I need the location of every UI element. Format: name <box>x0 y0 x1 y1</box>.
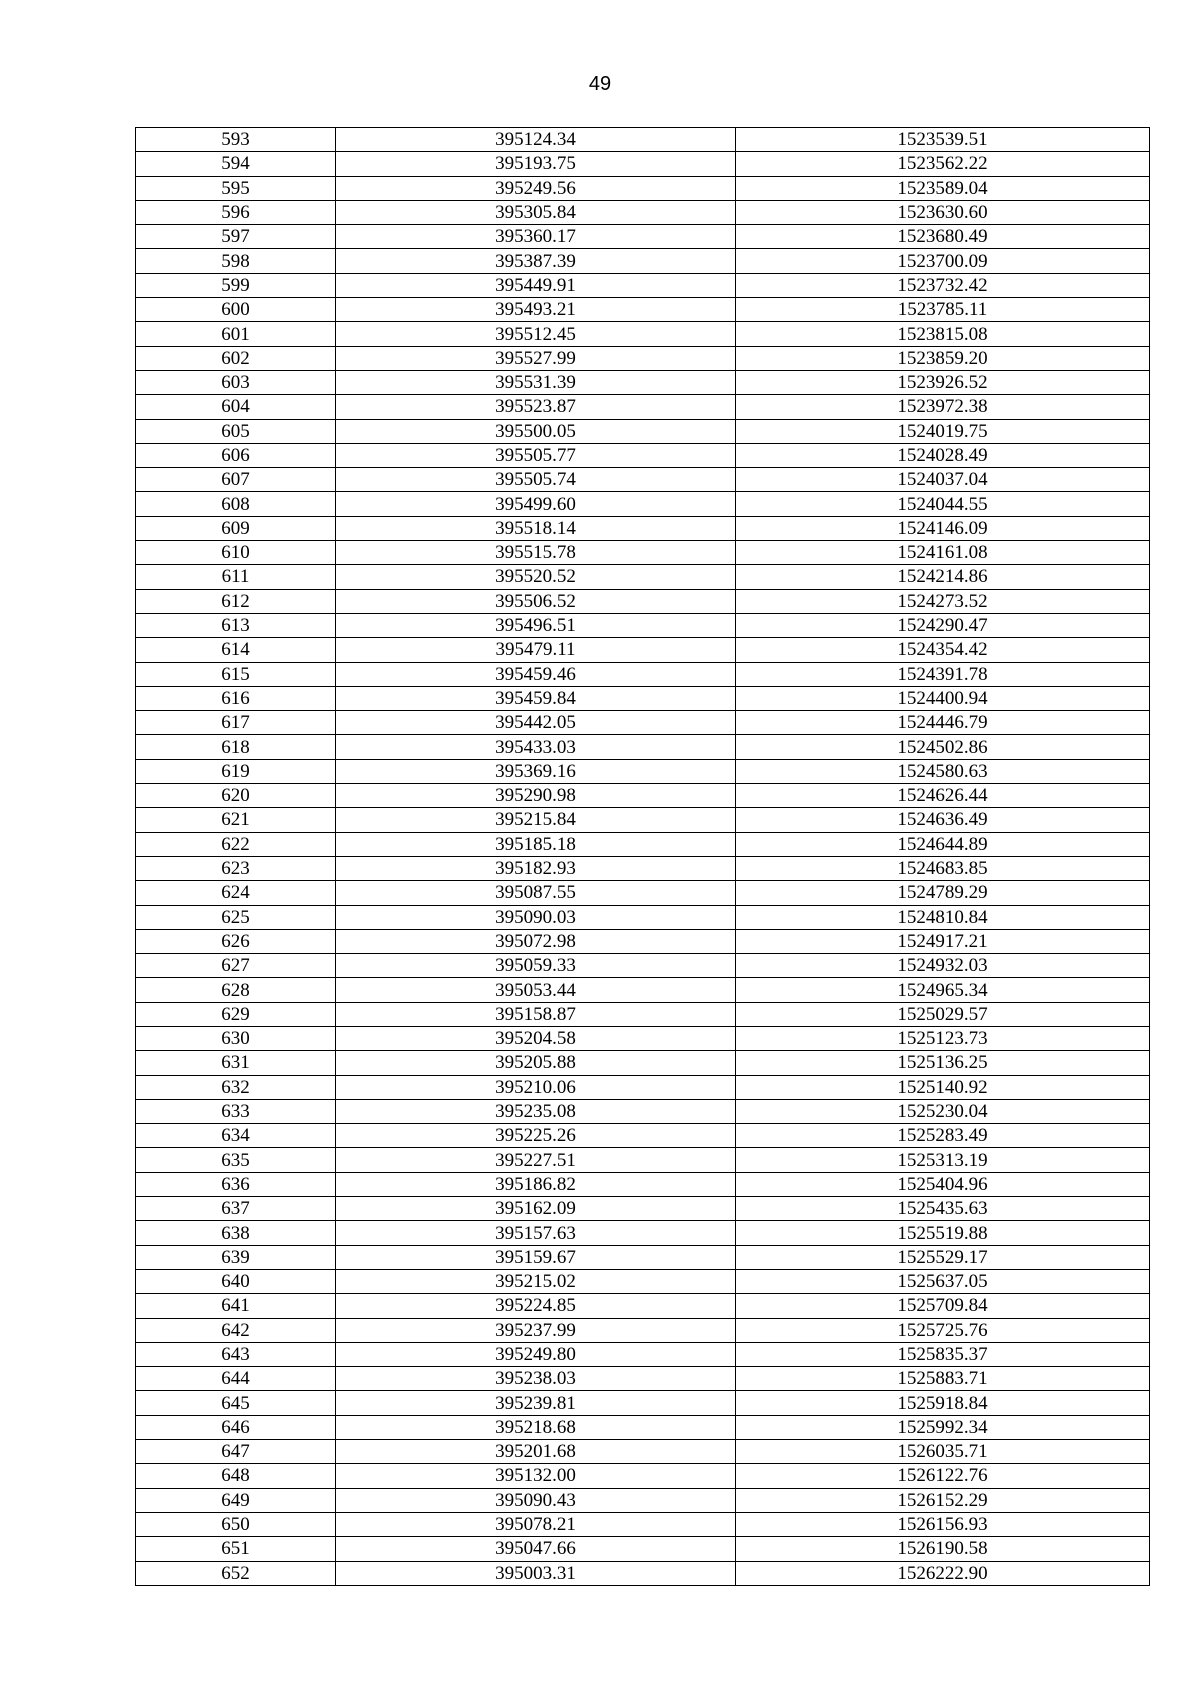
y-coordinate-cell: 1526122.76 <box>736 1464 1150 1488</box>
point-number-cell: 641 <box>136 1294 336 1318</box>
table-row <box>136 808 1150 832</box>
x-coordinate-cell: 395204.58 <box>336 1026 736 1050</box>
point-number-cell: 638 <box>136 1221 336 1245</box>
table-row <box>136 856 1150 880</box>
y-coordinate-cell: 1525835.37 <box>736 1342 1150 1366</box>
point-number-cell: 630 <box>136 1026 336 1050</box>
x-coordinate-cell: 395090.43 <box>336 1488 736 1512</box>
y-coordinate-cell: 1525123.73 <box>736 1026 1150 1050</box>
table-row <box>136 1391 1150 1415</box>
x-coordinate-cell: 395239.81 <box>336 1391 736 1415</box>
x-coordinate-cell: 395290.98 <box>336 784 736 808</box>
x-coordinate-cell: 395237.99 <box>336 1318 736 1342</box>
point-number-cell: 607 <box>136 468 336 492</box>
table-row <box>136 662 1150 686</box>
y-coordinate-cell: 1524391.78 <box>736 662 1150 686</box>
y-coordinate-cell: 1525140.92 <box>736 1075 1150 1099</box>
x-coordinate-cell: 395210.06 <box>336 1075 736 1099</box>
point-number-cell: 595 <box>136 176 336 200</box>
y-coordinate-cell: 1525029.57 <box>736 1002 1150 1026</box>
table-row <box>136 1415 1150 1439</box>
table-row <box>136 1512 1150 1536</box>
x-coordinate-cell: 395205.88 <box>336 1051 736 1075</box>
point-number-cell: 603 <box>136 370 336 394</box>
y-coordinate-cell: 1524917.21 <box>736 929 1150 953</box>
y-coordinate-cell: 1524683.85 <box>736 856 1150 880</box>
point-number-cell: 623 <box>136 856 336 880</box>
table-row <box>136 346 1150 370</box>
table-row <box>136 370 1150 394</box>
table-row <box>136 1367 1150 1391</box>
y-coordinate-cell: 1524354.42 <box>736 638 1150 662</box>
y-coordinate-cell: 1525992.34 <box>736 1415 1150 1439</box>
point-number-cell: 599 <box>136 273 336 297</box>
y-coordinate-cell: 1524028.49 <box>736 443 1150 467</box>
point-number-cell: 600 <box>136 298 336 322</box>
point-number-cell: 605 <box>136 419 336 443</box>
table-row <box>136 1172 1150 1196</box>
table-row <box>136 1318 1150 1342</box>
table-row <box>136 443 1150 467</box>
x-coordinate-cell: 395047.66 <box>336 1537 736 1561</box>
x-coordinate-cell: 395162.09 <box>336 1197 736 1221</box>
y-coordinate-cell: 1524965.34 <box>736 978 1150 1002</box>
y-coordinate-cell: 1526035.71 <box>736 1440 1150 1464</box>
table-row <box>136 322 1150 346</box>
y-coordinate-cell: 1523539.51 <box>736 128 1150 152</box>
table-row <box>136 1099 1150 1123</box>
x-coordinate-cell: 395512.45 <box>336 322 736 346</box>
y-coordinate-cell: 1524214.86 <box>736 565 1150 589</box>
y-coordinate-cell: 1525883.71 <box>736 1367 1150 1391</box>
table-row <box>136 468 1150 492</box>
table-row <box>136 1561 1150 1585</box>
point-number-cell: 594 <box>136 152 336 176</box>
point-number-cell: 631 <box>136 1051 336 1075</box>
x-coordinate-cell: 395193.75 <box>336 152 736 176</box>
x-coordinate-cell: 395493.21 <box>336 298 736 322</box>
point-number-cell: 647 <box>136 1440 336 1464</box>
table-row <box>136 1342 1150 1366</box>
point-number-cell: 625 <box>136 905 336 929</box>
x-coordinate-cell: 395132.00 <box>336 1464 736 1488</box>
y-coordinate-cell: 1523926.52 <box>736 370 1150 394</box>
table-row <box>136 273 1150 297</box>
x-coordinate-cell: 395506.52 <box>336 589 736 613</box>
y-coordinate-cell: 1526152.29 <box>736 1488 1150 1512</box>
table-row <box>136 225 1150 249</box>
x-coordinate-cell: 395201.68 <box>336 1440 736 1464</box>
table-row <box>136 784 1150 808</box>
x-coordinate-cell: 395500.05 <box>336 419 736 443</box>
y-coordinate-cell: 1523680.49 <box>736 225 1150 249</box>
y-coordinate-cell: 1525230.04 <box>736 1099 1150 1123</box>
y-coordinate-cell: 1523732.42 <box>736 273 1150 297</box>
point-number-cell: 613 <box>136 613 336 637</box>
y-coordinate-cell: 1524626.44 <box>736 784 1150 808</box>
table-row <box>136 492 1150 516</box>
x-coordinate-cell: 395053.44 <box>336 978 736 1002</box>
y-coordinate-cell: 1523815.08 <box>736 322 1150 346</box>
x-coordinate-cell: 395527.99 <box>336 346 736 370</box>
point-number-cell: 598 <box>136 249 336 273</box>
x-coordinate-cell: 395227.51 <box>336 1148 736 1172</box>
y-coordinate-cell: 1526156.93 <box>736 1512 1150 1536</box>
point-number-cell: 634 <box>136 1124 336 1148</box>
x-coordinate-cell: 395159.67 <box>336 1245 736 1269</box>
x-coordinate-cell: 395090.03 <box>336 905 736 929</box>
y-coordinate-cell: 1524290.47 <box>736 613 1150 637</box>
table-row <box>136 711 1150 735</box>
x-coordinate-cell: 395124.34 <box>336 128 736 152</box>
y-coordinate-cell: 1525709.84 <box>736 1294 1150 1318</box>
table-row <box>136 929 1150 953</box>
table-row <box>136 686 1150 710</box>
x-coordinate-cell: 395182.93 <box>336 856 736 880</box>
table-row <box>136 613 1150 637</box>
x-coordinate-cell: 395224.85 <box>336 1294 736 1318</box>
point-number-cell: 643 <box>136 1342 336 1366</box>
x-coordinate-cell: 395072.98 <box>336 929 736 953</box>
x-coordinate-cell: 395225.26 <box>336 1124 736 1148</box>
point-number-cell: 652 <box>136 1561 336 1585</box>
y-coordinate-cell: 1524044.55 <box>736 492 1150 516</box>
point-number-cell: 624 <box>136 881 336 905</box>
page-number: 49 <box>588 73 612 95</box>
x-coordinate-cell: 395249.80 <box>336 1342 736 1366</box>
point-number-cell: 622 <box>136 832 336 856</box>
table-row <box>136 1002 1150 1026</box>
point-number-cell: 651 <box>136 1537 336 1561</box>
x-coordinate-cell: 395215.02 <box>336 1269 736 1293</box>
point-number-cell: 618 <box>136 735 336 759</box>
point-number-cell: 604 <box>136 395 336 419</box>
point-number-cell: 609 <box>136 516 336 540</box>
x-coordinate-cell: 395235.08 <box>336 1099 736 1123</box>
x-coordinate-cell: 395531.39 <box>336 370 736 394</box>
y-coordinate-cell: 1524810.84 <box>736 905 1150 929</box>
point-number-cell: 627 <box>136 954 336 978</box>
table-row <box>136 176 1150 200</box>
table-row <box>136 1221 1150 1245</box>
x-coordinate-cell: 395523.87 <box>336 395 736 419</box>
table-row <box>136 541 1150 565</box>
x-coordinate-cell: 395186.82 <box>336 1172 736 1196</box>
table-row <box>136 1197 1150 1221</box>
y-coordinate-cell: 1525918.84 <box>736 1391 1150 1415</box>
point-number-cell: 637 <box>136 1197 336 1221</box>
x-coordinate-cell: 395479.11 <box>336 638 736 662</box>
y-coordinate-cell: 1524037.04 <box>736 468 1150 492</box>
table-row <box>136 249 1150 273</box>
point-number-cell: 608 <box>136 492 336 516</box>
x-coordinate-cell: 395459.84 <box>336 686 736 710</box>
point-number-cell: 642 <box>136 1318 336 1342</box>
y-coordinate-cell: 1524636.49 <box>736 808 1150 832</box>
x-coordinate-cell: 395215.84 <box>336 808 736 832</box>
point-number-cell: 644 <box>136 1367 336 1391</box>
point-number-cell: 619 <box>136 759 336 783</box>
y-coordinate-cell: 1524161.08 <box>736 541 1150 565</box>
x-coordinate-cell: 395087.55 <box>336 881 736 905</box>
y-coordinate-cell: 1525404.96 <box>736 1172 1150 1196</box>
y-coordinate-cell: 1523972.38 <box>736 395 1150 419</box>
y-coordinate-cell: 1524580.63 <box>736 759 1150 783</box>
point-number-cell: 596 <box>136 200 336 224</box>
x-coordinate-cell: 395505.74 <box>336 468 736 492</box>
x-coordinate-cell: 395459.46 <box>336 662 736 686</box>
x-coordinate-cell: 395515.78 <box>336 541 736 565</box>
point-number-cell: 628 <box>136 978 336 1002</box>
point-number-cell: 601 <box>136 322 336 346</box>
y-coordinate-cell: 1524146.09 <box>736 516 1150 540</box>
table-row <box>136 589 1150 613</box>
coordinates-table <box>135 127 1150 1586</box>
table-row <box>136 1269 1150 1293</box>
x-coordinate-cell: 395249.56 <box>336 176 736 200</box>
y-coordinate-cell: 1524502.86 <box>736 735 1150 759</box>
y-coordinate-cell: 1525283.49 <box>736 1124 1150 1148</box>
point-number-cell: 633 <box>136 1099 336 1123</box>
point-number-cell: 635 <box>136 1148 336 1172</box>
table-row <box>136 1464 1150 1488</box>
y-coordinate-cell: 1525725.76 <box>736 1318 1150 1342</box>
table-row <box>136 978 1150 1002</box>
table-row <box>136 735 1150 759</box>
y-coordinate-cell: 1524932.03 <box>736 954 1150 978</box>
point-number-cell: 646 <box>136 1415 336 1439</box>
point-number-cell: 602 <box>136 346 336 370</box>
y-coordinate-cell: 1523630.60 <box>736 200 1150 224</box>
point-number-cell: 621 <box>136 808 336 832</box>
x-coordinate-cell: 395505.77 <box>336 443 736 467</box>
table-row <box>136 1075 1150 1099</box>
table-row <box>136 905 1150 929</box>
y-coordinate-cell: 1523785.11 <box>736 298 1150 322</box>
table-row <box>136 638 1150 662</box>
table-row <box>136 1488 1150 1512</box>
x-coordinate-cell: 395218.68 <box>336 1415 736 1439</box>
table-row <box>136 128 1150 152</box>
point-number-cell: 597 <box>136 225 336 249</box>
x-coordinate-cell: 395433.03 <box>336 735 736 759</box>
y-coordinate-cell: 1526190.58 <box>736 1537 1150 1561</box>
y-coordinate-cell: 1523700.09 <box>736 249 1150 273</box>
table-row <box>136 954 1150 978</box>
table-row <box>136 152 1150 176</box>
point-number-cell: 626 <box>136 929 336 953</box>
point-number-cell: 615 <box>136 662 336 686</box>
y-coordinate-cell: 1524446.79 <box>736 711 1150 735</box>
y-coordinate-cell: 1525637.05 <box>736 1269 1150 1293</box>
y-coordinate-cell: 1525519.88 <box>736 1221 1150 1245</box>
point-number-cell: 617 <box>136 711 336 735</box>
table-row <box>136 298 1150 322</box>
point-number-cell: 616 <box>136 686 336 710</box>
y-coordinate-cell: 1524019.75 <box>736 419 1150 443</box>
table-row <box>136 1245 1150 1269</box>
y-coordinate-cell: 1524644.89 <box>736 832 1150 856</box>
table-row <box>136 1026 1150 1050</box>
x-coordinate-cell: 395078.21 <box>336 1512 736 1536</box>
point-number-cell: 629 <box>136 1002 336 1026</box>
y-coordinate-cell: 1523589.04 <box>736 176 1150 200</box>
x-coordinate-cell: 395442.05 <box>336 711 736 735</box>
table-row <box>136 516 1150 540</box>
point-number-cell: 650 <box>136 1512 336 1536</box>
point-number-cell: 606 <box>136 443 336 467</box>
y-coordinate-cell: 1524789.29 <box>736 881 1150 905</box>
x-coordinate-cell: 395238.03 <box>336 1367 736 1391</box>
point-number-cell: 620 <box>136 784 336 808</box>
point-number-cell: 639 <box>136 1245 336 1269</box>
x-coordinate-cell: 395520.52 <box>336 565 736 589</box>
x-coordinate-cell: 395305.84 <box>336 200 736 224</box>
x-coordinate-cell: 395185.18 <box>336 832 736 856</box>
point-number-cell: 640 <box>136 1269 336 1293</box>
table-row <box>136 832 1150 856</box>
x-coordinate-cell: 395369.16 <box>336 759 736 783</box>
table-row <box>136 1537 1150 1561</box>
table-row <box>136 395 1150 419</box>
x-coordinate-cell: 395003.31 <box>336 1561 736 1585</box>
point-number-cell: 614 <box>136 638 336 662</box>
point-number-cell: 636 <box>136 1172 336 1196</box>
point-number-cell: 649 <box>136 1488 336 1512</box>
table-row <box>136 881 1150 905</box>
y-coordinate-cell: 1525529.17 <box>736 1245 1150 1269</box>
y-coordinate-cell: 1524400.94 <box>736 686 1150 710</box>
point-number-cell: 611 <box>136 565 336 589</box>
point-number-cell: 612 <box>136 589 336 613</box>
x-coordinate-cell: 395157.63 <box>336 1221 736 1245</box>
point-number-cell: 648 <box>136 1464 336 1488</box>
table-row <box>136 1294 1150 1318</box>
x-coordinate-cell: 395059.33 <box>336 954 736 978</box>
y-coordinate-cell: 1525313.19 <box>736 1148 1150 1172</box>
x-coordinate-cell: 395449.91 <box>336 273 736 297</box>
point-number-cell: 645 <box>136 1391 336 1415</box>
y-coordinate-cell: 1524273.52 <box>736 589 1150 613</box>
table-row <box>136 565 1150 589</box>
table-row <box>136 200 1150 224</box>
table-row <box>136 1124 1150 1148</box>
point-number-cell: 593 <box>136 128 336 152</box>
table-row <box>136 1148 1150 1172</box>
y-coordinate-cell: 1523562.22 <box>736 152 1150 176</box>
x-coordinate-cell: 395387.39 <box>336 249 736 273</box>
table-row <box>136 1051 1150 1075</box>
coordinates-table-body <box>136 128 1150 1586</box>
x-coordinate-cell: 395360.17 <box>336 225 736 249</box>
x-coordinate-cell: 395499.60 <box>336 492 736 516</box>
table-row <box>136 1440 1150 1464</box>
point-number-cell: 610 <box>136 541 336 565</box>
table-row <box>136 759 1150 783</box>
x-coordinate-cell: 395496.51 <box>336 613 736 637</box>
point-number-cell: 632 <box>136 1075 336 1099</box>
x-coordinate-cell: 395158.87 <box>336 1002 736 1026</box>
y-coordinate-cell: 1523859.20 <box>736 346 1150 370</box>
x-coordinate-cell: 395518.14 <box>336 516 736 540</box>
table-row <box>136 419 1150 443</box>
y-coordinate-cell: 1525136.25 <box>736 1051 1150 1075</box>
y-coordinate-cell: 1525435.63 <box>736 1197 1150 1221</box>
y-coordinate-cell: 1526222.90 <box>736 1561 1150 1585</box>
